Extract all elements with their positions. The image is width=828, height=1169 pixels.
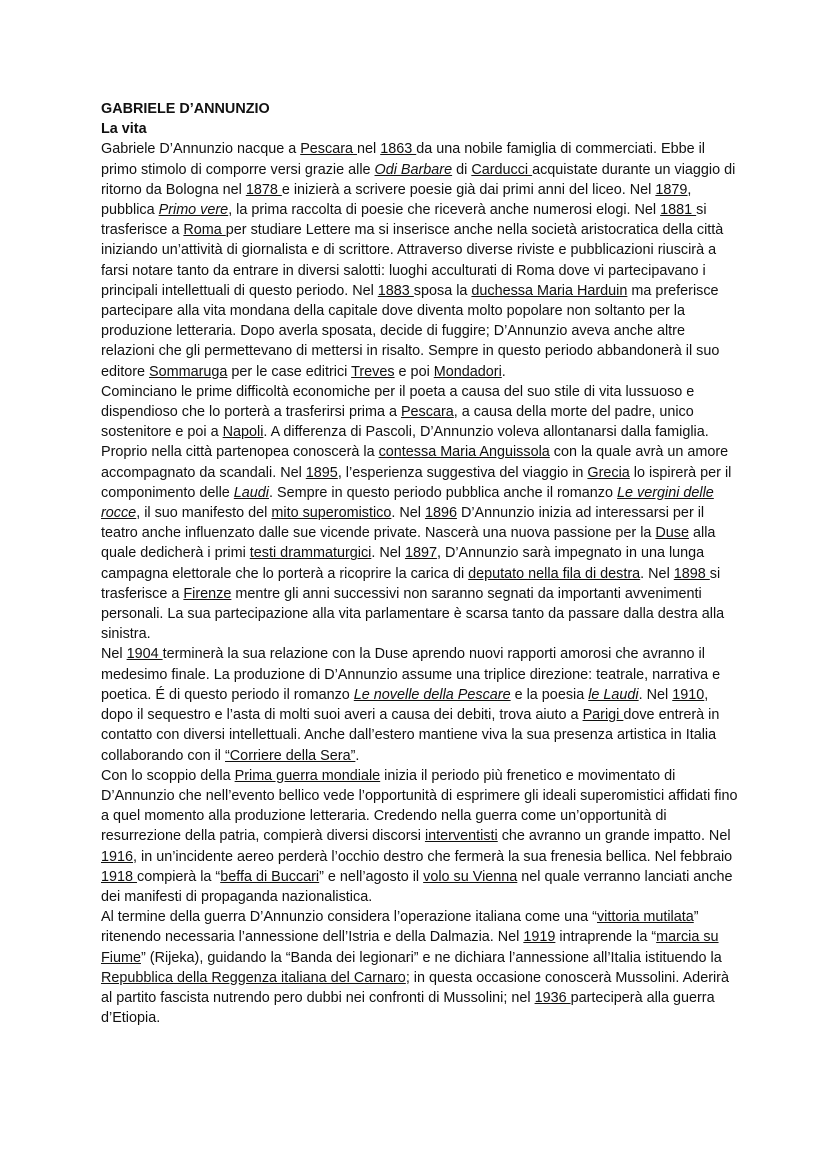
underlined-term: Duse — [655, 525, 690, 542]
underlined-term: le Laudi — [588, 686, 639, 703]
underlined-term: 1879, — [655, 181, 692, 198]
underlined-term: vittoria mutilata — [596, 909, 694, 926]
text-run: lo ispirerà per il componimento delle — [101, 464, 732, 501]
underlined-term: Pescara — [400, 404, 454, 421]
paragraph — [101, 139, 741, 381]
underlined-term: beffa di Buccari — [220, 868, 320, 885]
underlined-term: Repubblica della Reggenza italiana del Carnaro — [101, 969, 406, 986]
underlined-term: 1898 — [673, 565, 710, 582]
underlined-term: 1919 — [523, 929, 556, 946]
text-run: ” ritenendo necessaria l’annessione dell’Istria e della Dalmazia. Nel — [101, 909, 699, 946]
paragraph — [101, 766, 741, 907]
text-run: alla quale dedicherà i primi — [101, 525, 716, 562]
underlined-term: duchessa Maria Harduin — [471, 282, 628, 299]
underlined-term: Mondadori — [433, 363, 502, 380]
underlined-term: Sommaruga — [149, 363, 228, 380]
underlined-term: 1910 — [672, 686, 705, 703]
underlined-term: Primo vere — [158, 202, 229, 219]
text-run: nel — [357, 141, 381, 158]
underlined-term: Treves — [351, 363, 395, 380]
paragraph — [101, 907, 741, 1028]
underlined-term: 1897 — [404, 545, 437, 562]
text-run: Gabriele D’Annunzio nacque a — [101, 141, 301, 158]
section-heading: La vita — [101, 121, 147, 138]
paragraph — [101, 644, 741, 765]
underlined-term: Le vergini delle rocce — [101, 484, 714, 522]
underlined-term: interventisti — [424, 828, 498, 845]
text-run: . — [501, 363, 506, 380]
text-run: , dopo il sequestro e l’asta di molti suoi averi a causa dei debiti, trova aiuto a — [101, 686, 709, 724]
text-run: e inizierà a scrivere poesie già dai primi anni del liceo. Nel — [281, 181, 656, 198]
underlined-term: mito superomistico — [271, 505, 392, 522]
text-run: che avranno un grande impatto. Nel — [497, 828, 731, 845]
underlined-term: 1863 — [380, 141, 417, 158]
underlined-term: 1916 — [101, 848, 134, 865]
underlined-term: 1936 — [534, 989, 571, 1006]
text-run: . A differenza di Pascoli, D’Annunzio voleva allontanarsi dalla famiglia. Proprio nella città partenopea conoscerà la — [101, 424, 709, 461]
text-run: per le case editrici — [227, 363, 352, 380]
underlined-term: Grecia — [587, 464, 630, 481]
underlined-term: deputato nella fila di destra — [468, 565, 641, 582]
text-run: . Sempre in questo periodo pubblica anche il romanzo — [269, 484, 617, 501]
underlined-term: Parigi — [582, 707, 624, 724]
text-run: Cominciano le prime difficoltà economiche per il poeta a causa del suo stile di vita lussuoso e dispendioso che lo porterà a trasferirsi prima a — [101, 383, 695, 421]
text-run: da una nobile famiglia di commerciati. Ebbe il primo stimolo di comporre versi grazie alle — [101, 141, 705, 178]
text-run: con la quale avrà un amore accompagnato da scandali. Nel — [101, 444, 729, 481]
text-run: si trasferisce a — [101, 565, 721, 602]
underlined-term: volo su Vienna — [423, 868, 518, 885]
underlined-term: 1904 — [126, 646, 163, 663]
text-run: . Nel — [640, 565, 674, 582]
paragraph — [101, 382, 741, 645]
underlined-term: Roma — [183, 222, 226, 239]
body-text — [101, 139, 741, 1028]
text-run: ” e nell’agosto il — [319, 868, 424, 885]
text-run: ; in questa occasione conoscerà Mussolini. Aderirà al partito fascista nutrendo pero dubbi nei confronti di Mussolini; nel — [101, 969, 729, 1006]
text-run: di — [452, 161, 472, 178]
underlined-term: Le novelle della Pescare — [353, 686, 511, 703]
text-run: , D’Annunzio sarà impegnato in una lunga campagna elettorale che lo porterà a ricoprire la carica di — [101, 545, 705, 582]
document-title: GABRIELE D’ANNUNZIO — [101, 101, 270, 117]
text-run: ma preferisce partecipare alla vita mondana della capitale dove diventa molto popolare non soltanto per la produzione letteraria. Dopo averla sposata, decide di fuggire; D’Annunzio aveva anche altre relazioni che gli permettevano di mettersi in risalto. Sempre in questo periodo abbandonerà il suo editore — [101, 282, 720, 380]
text-run: nel quale verranno lanciati anche dei manifesti di propaganda nazionalistica. — [101, 868, 733, 905]
underlined-term: “Corriere della Sera” — [225, 747, 356, 764]
text-run: . Nel — [391, 505, 425, 522]
text-run: , l’esperienza suggestiva del viaggio in — [337, 464, 588, 481]
underlined-term: 1881 — [660, 202, 697, 219]
text-run: ” (Rijeka), guidando la “Banda dei legionari” e ne dichiara l’annessione all’Italia istituendo la — [140, 949, 722, 966]
underlined-term: 1883 — [377, 282, 414, 299]
text-run: inizia il periodo più frenetico e movimentato di D’Annunzio che nell’evento bellico vede l’opportunità di esprimere gli ideali superomistici affidati fino a quel momento alla produzione letteraria. Credendo nella guerra come un’opportunità di resurrezione della patria, compierà diversi discorsi — [101, 767, 738, 845]
text-run: . Nel — [371, 545, 405, 562]
text-run: mentre gli anni successivi non saranno segnati da importanti avvenimenti personali. La sua partecipazione alla vita parlamentare è scarsa tanto da passare dalla destra alla sinistra. — [101, 585, 725, 643]
text-run: si trasferisce a — [101, 202, 707, 239]
underlined-term: Prima guerra mondiale — [234, 767, 381, 784]
text-run: . Nel — [638, 686, 673, 703]
underlined-term: testi drammaturgici — [249, 545, 372, 562]
text-run: , a causa della morte del padre, unico sostenitore e poi a — [101, 404, 694, 441]
text-run: compierà la “ — [137, 868, 221, 885]
underlined-term: Laudi — [233, 484, 270, 501]
text-run: sposa la — [413, 282, 472, 299]
text-run: per studiare Lettere ma si inserisce anche nella società aristocratica della città iniziando un’attività di giornalista e di scrittore. Attraverso diverse riviste e pubblicazioni riuscirà a farsi notare tanto da entrare in diversi salotti: luoghi acculturati di Roma dove vi partecipavano i principali intellettuali di questo periodo. Nel — [101, 222, 724, 299]
text-run: e la poesia — [510, 686, 589, 703]
underlined-term: marcia su Fiume — [101, 929, 719, 966]
text-run: , in un’incidente aereo perderà l’occhio destro che fermerà la sua frenesia bellica. Nel febbraio — [133, 848, 733, 865]
text-run: Al termine della guerra D’Annunzio considera l’operazione italiana come una “ — [101, 909, 597, 926]
underlined-term: 1918 — [101, 868, 138, 885]
document-page — [101, 99, 741, 1028]
underlined-term: Odi Barbare — [374, 161, 453, 178]
text-run: Nel — [101, 646, 127, 663]
text-run: D’Annunzio inizia ad interessarsi per il teatro anche influenzato dalle sue vicende private. Nascerà una nuova passione per la — [101, 505, 705, 542]
text-run: , la prima raccolta di poesie che riceverà anche numerosi elogi. Nel — [228, 202, 661, 219]
underlined-term: 1878 — [245, 181, 282, 198]
underlined-term: Firenze — [183, 585, 232, 602]
text-run: , il suo manifesto del — [136, 505, 272, 522]
text-run: dove entrerà in contatto con diversi intellettuali. Anche dall’estero mantiene viva la sua presenza artistica in Italia collaborando con il — [101, 707, 720, 764]
text-run: acquistate durante un viaggio di ritorno da Bologna nel — [101, 161, 736, 198]
underlined-term: Pescara — [300, 141, 357, 158]
text-run: pubblica — [101, 202, 159, 219]
underlined-term: Napoli — [222, 424, 264, 441]
text-run: Con lo scoppio della — [101, 767, 235, 784]
underlined-term: contessa Maria Anguissola — [378, 444, 550, 461]
text-run: e poi — [394, 363, 434, 380]
text-run: intraprende la “ — [555, 929, 657, 946]
text-run: . — [355, 747, 360, 764]
underlined-term: Carducci — [471, 161, 533, 178]
text-run: parteciperà alla guerra d’Etiopia. — [101, 989, 715, 1027]
underlined-term: 1895 — [305, 464, 338, 481]
text-run: terminerà la sua relazione con la Duse aprendo nuovi rapporti amorosi che avranno il medesimo finale. La produzione di D’Annunzio assume una triplice direzione: teatrale, narrativa e poetica. É di questo periodo il romanzo — [101, 646, 721, 703]
underlined-term: 1896 — [424, 505, 457, 522]
